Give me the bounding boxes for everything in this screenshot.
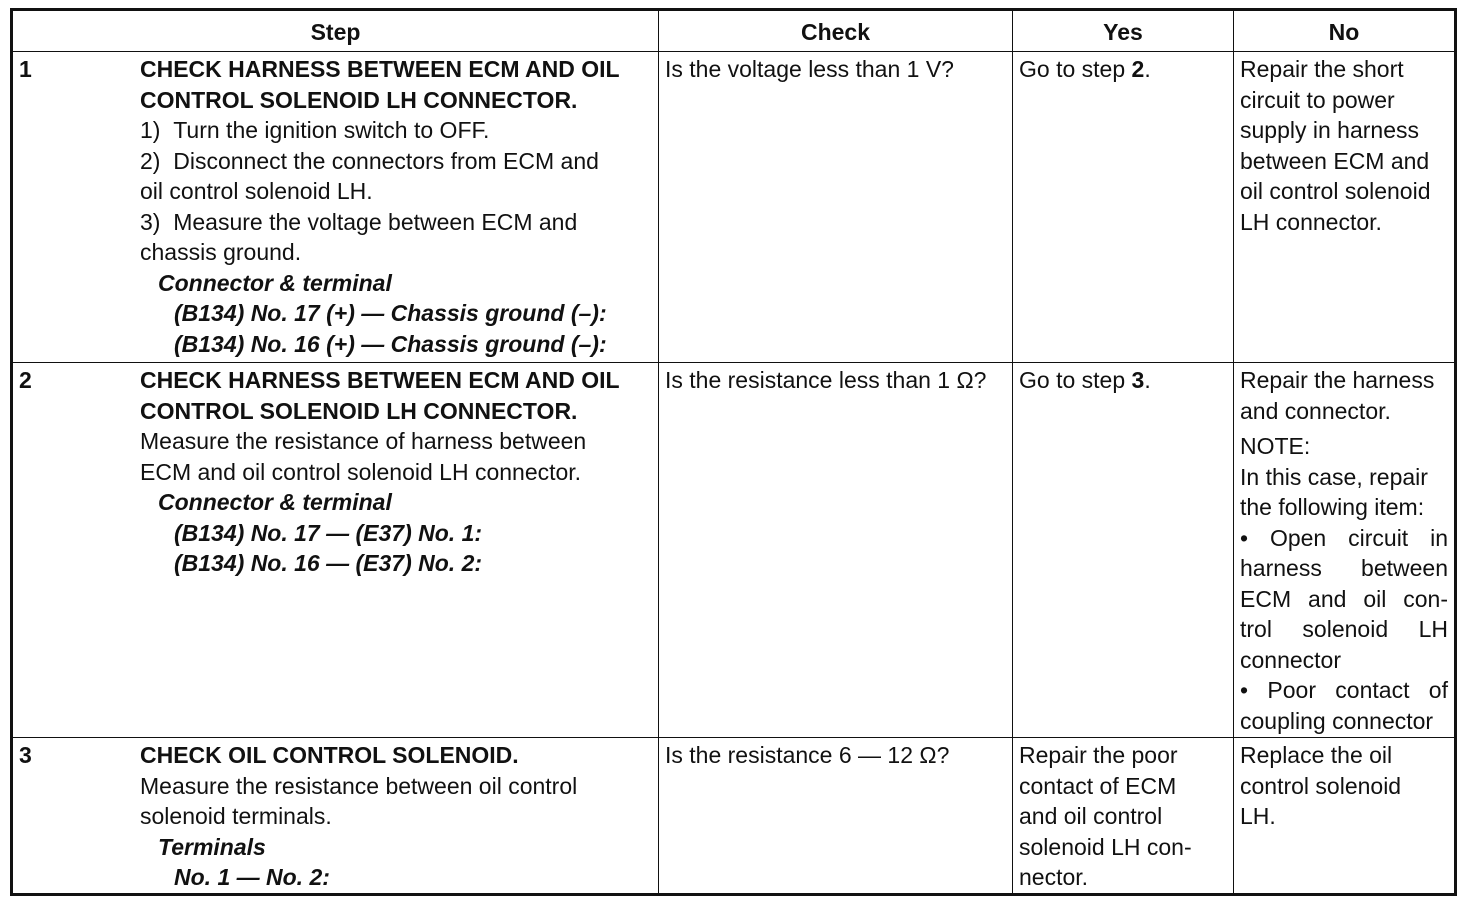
note-line: ECM and oil con- xyxy=(1240,585,1448,612)
no-line: LH connector. xyxy=(1240,208,1382,235)
step-title-line: CONTROL SOLENOID LH CONNECTOR. xyxy=(140,397,578,424)
yes-cell xyxy=(1013,363,1234,738)
step-description xyxy=(140,52,658,359)
check-cell xyxy=(659,738,1013,895)
step-cell xyxy=(12,738,659,895)
no-line: Repair the short xyxy=(1240,56,1404,82)
check-question: Is the resistance less than 1 Ω? xyxy=(665,367,987,393)
note-line: connector xyxy=(1240,646,1342,673)
connector-terminal-heading: Connector & terminal xyxy=(158,269,392,296)
step-number: 2 xyxy=(19,367,32,393)
header-step: Step xyxy=(12,10,659,52)
step-description xyxy=(140,738,658,893)
step-body-line: 2) Disconnect the connectors from ECM and xyxy=(140,147,599,174)
terminal-spec: (B134) No. 16 (+) — Chassis ground (–): xyxy=(174,330,607,357)
yes-step-ref: 3 xyxy=(1131,367,1145,393)
header-check: Check xyxy=(659,10,1013,52)
yes-prefix: Go to step xyxy=(1019,367,1132,393)
note-line: • Open circuit in xyxy=(1240,524,1448,551)
step-body-line: Measure the resistance between oil control xyxy=(140,772,578,799)
no-line: between ECM and xyxy=(1240,147,1430,174)
note-label: NOTE: xyxy=(1240,433,1311,459)
check-cell xyxy=(659,363,1013,738)
step-title-line: CHECK HARNESS BETWEEN ECM AND OIL xyxy=(140,367,620,393)
yes-line: and oil control xyxy=(1019,803,1163,829)
note-line: In this case, repair xyxy=(1240,463,1428,490)
check-question: Is the resistance 6 — 12 Ω? xyxy=(665,742,950,768)
step-body-line: Measure the resistance of harness between xyxy=(140,428,587,454)
header-yes: Yes xyxy=(1013,10,1234,52)
step-cell xyxy=(12,52,659,363)
yes-suffix: . xyxy=(1144,367,1151,393)
yes-step-ref: 2 xyxy=(1131,56,1145,82)
terminal-spec: (B134) No. 17 (+) — Chassis ground (–): xyxy=(174,300,607,326)
step-cell xyxy=(12,363,659,738)
no-action xyxy=(1234,738,1454,832)
yes-suffix: . xyxy=(1144,56,1151,82)
note-line: coupling connector xyxy=(1240,707,1434,734)
no-line: control solenoid xyxy=(1240,772,1402,799)
no-cell xyxy=(1234,52,1456,363)
no-line: Repair the harness xyxy=(1240,367,1435,393)
yes-line: contact of ECM xyxy=(1019,772,1177,799)
yes-action xyxy=(1013,52,1233,85)
no-action xyxy=(1234,363,1454,736)
step-body-line: 1) Turn the ignition switch to OFF. xyxy=(140,117,490,143)
diagnostic-table xyxy=(10,8,1457,896)
yes-action xyxy=(1013,738,1233,893)
no-line: Replace the oil xyxy=(1240,742,1393,768)
step-number: 1 xyxy=(19,56,32,82)
step-body-line: ECM and oil control solenoid LH connector. xyxy=(140,458,582,485)
table-row xyxy=(12,363,1456,738)
note-line: trol solenoid LH xyxy=(1240,616,1448,642)
table-row xyxy=(12,738,1456,895)
yes-line: solenoid LH con- xyxy=(1019,833,1192,860)
step-body-line: 3) Measure the voltage between ECM and xyxy=(140,208,578,235)
step-body-line: solenoid terminals. xyxy=(140,803,332,829)
no-line: LH. xyxy=(1240,803,1276,829)
header-no: No xyxy=(1234,10,1456,52)
step-title-line: CHECK OIL CONTROL SOLENOID. xyxy=(140,742,519,768)
terminal-spec: No. 1 — No. 2: xyxy=(174,864,330,890)
note-line: • Poor contact of xyxy=(1240,677,1448,703)
step-description xyxy=(140,363,658,579)
table-row xyxy=(12,52,1456,363)
step-title-line: CONTROL SOLENOID LH CONNECTOR. xyxy=(140,86,578,113)
yes-line: Repair the poor xyxy=(1019,742,1178,768)
note-line: harness between xyxy=(1240,555,1448,581)
connector-terminal-heading: Connector & terminal xyxy=(158,489,392,515)
step-number: 3 xyxy=(19,742,32,768)
terminal-spec: (B134) No. 17 — (E37) No. 1: xyxy=(174,519,483,546)
no-cell xyxy=(1234,738,1456,895)
yes-cell xyxy=(1013,738,1234,895)
check-cell xyxy=(659,52,1013,363)
header-row xyxy=(12,10,1456,52)
yes-action xyxy=(1013,363,1233,396)
step-body-line: chassis ground. xyxy=(140,239,302,265)
terminal-spec: (B134) No. 16 — (E37) No. 2: xyxy=(174,550,483,576)
check-question: Is the voltage less than 1 V? xyxy=(665,56,954,82)
no-line: supply in harness xyxy=(1240,117,1419,143)
yes-prefix: Go to step xyxy=(1019,56,1132,82)
no-line: and connector. xyxy=(1240,397,1391,424)
no-line: oil control solenoid xyxy=(1240,178,1431,204)
terminals-heading: Terminals xyxy=(158,833,266,860)
yes-line: nector. xyxy=(1019,864,1089,890)
yes-cell xyxy=(1013,52,1234,363)
step-title-line: CHECK HARNESS BETWEEN ECM AND OIL xyxy=(140,56,620,82)
no-action xyxy=(1234,52,1454,237)
step-body-line: oil control solenoid LH. xyxy=(140,178,373,204)
no-line: circuit to power xyxy=(1240,86,1395,113)
note-line: the following item: xyxy=(1240,494,1425,520)
no-cell xyxy=(1234,363,1456,738)
